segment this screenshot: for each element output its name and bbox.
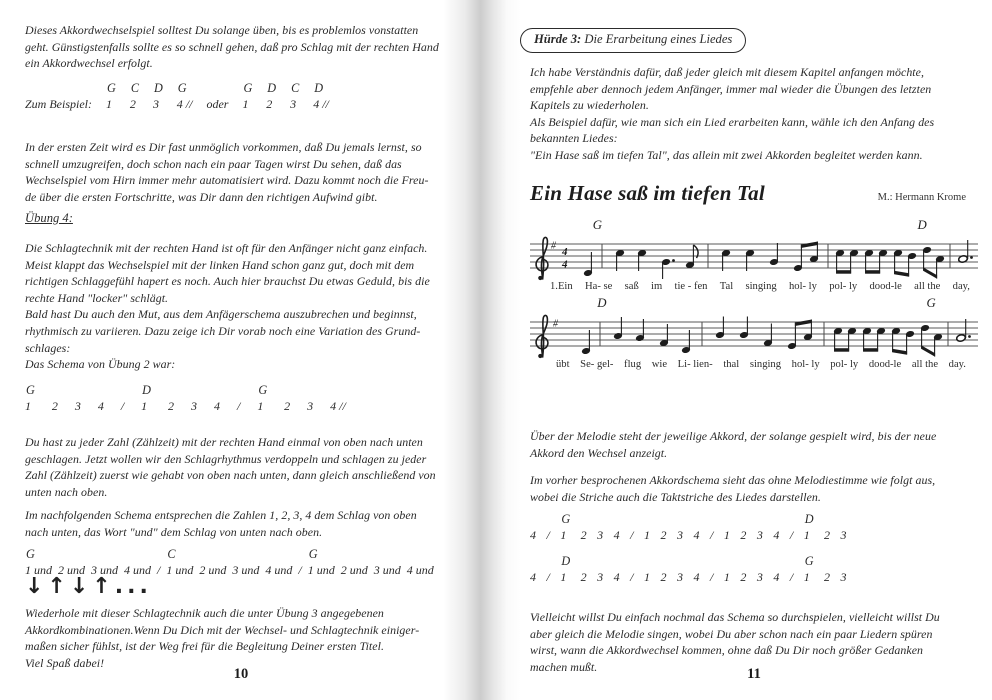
- schema-count: 1: [723, 528, 730, 542]
- schema-beat: [237, 382, 240, 414]
- schema-beat: [614, 553, 620, 585]
- schema-beat: [106, 80, 116, 112]
- schema-beat: [121, 382, 124, 414]
- schema-count: 4: [613, 528, 620, 542]
- schema-chord: [773, 511, 774, 527]
- schema-chord: D: [804, 512, 814, 526]
- lyric-syllable: thal: [723, 359, 740, 370]
- schema-chord: [740, 553, 741, 569]
- paragraph-nachfolgendes-schema: Im nachfolgenden Schema entsprechen die Zahlen 1, 2, 3, 4 dem Schlag von oben nach unten, das Wort "und" dem Schlag von unten nach oben.: [25, 508, 417, 539]
- schema-beat: [153, 80, 163, 112]
- lyric-syllable: Se- gel-: [580, 359, 614, 370]
- schema-chord: [841, 511, 842, 527]
- schema-count: 1: [25, 399, 31, 413]
- schema-chord: C: [291, 81, 300, 95]
- schema-beat: [560, 511, 570, 543]
- schema-chord: [614, 511, 615, 527]
- schema-count: /: [710, 570, 714, 584]
- schema-beat: [581, 553, 587, 585]
- paragraph-schema-uebung2-label: Das Schema von Übung 2 war:: [25, 357, 176, 371]
- schema-count: 1: [560, 570, 567, 584]
- schema-uebung2: [25, 382, 346, 414]
- schema-count: 1: [242, 97, 249, 111]
- schema-beat: [804, 511, 814, 543]
- schema-count: 2: [266, 97, 273, 111]
- schema-count: 3: [152, 97, 159, 111]
- page-right: [530, 0, 978, 700]
- schema-count: oder: [206, 97, 229, 111]
- schema-beat: [52, 382, 58, 414]
- schema-chord: [581, 511, 582, 527]
- schema-chord: [630, 511, 631, 527]
- schema-count: 2: [580, 570, 587, 584]
- lyric-syllable: pol- ly: [829, 281, 858, 292]
- schema-count: 1: [644, 570, 650, 584]
- schema-beat: [773, 511, 779, 543]
- schema-count: 4: [613, 570, 620, 584]
- schema-beat: [298, 546, 301, 578]
- schema-count: 4 und: [124, 563, 151, 577]
- schema-count: 4: [530, 570, 536, 584]
- lyric-syllable: all the: [911, 359, 939, 370]
- schema-chord: [790, 511, 791, 527]
- schema-beat: [307, 382, 313, 414]
- schema-count: 3 und: [232, 563, 260, 577]
- schema-chord: G: [561, 512, 571, 526]
- schema-beat: [242, 80, 252, 112]
- schema-count: /: [298, 563, 302, 577]
- schema-chord: C: [167, 547, 176, 561]
- chord-G: G: [592, 218, 602, 232]
- schema-count: 2: [740, 528, 747, 542]
- schema-count: 3 und: [373, 563, 401, 577]
- schema-count: 4: [773, 528, 780, 542]
- page-left: [25, 0, 457, 700]
- schema-beat: [724, 553, 730, 585]
- schema-chord: [644, 553, 645, 569]
- schema-count: 3: [840, 528, 847, 542]
- schema-chord: [710, 511, 711, 527]
- schema-chord: [630, 553, 631, 569]
- time-signature: 4: [562, 246, 568, 258]
- schema-count: /: [789, 570, 794, 584]
- schema-beat: [757, 511, 763, 543]
- lyrics-line-2: [556, 359, 966, 370]
- schema-chord: [724, 553, 725, 569]
- schema-count: 3: [74, 399, 81, 413]
- schema-beat: [214, 382, 220, 414]
- song-schema-line-1: [530, 511, 847, 543]
- schema-count: /: [789, 528, 794, 542]
- huerde-3-title: Die Erarbeitung eines Liedes: [581, 32, 733, 46]
- schema-chord: G: [177, 81, 187, 95]
- schema-beat: [597, 511, 603, 543]
- schema-chord: [298, 546, 299, 562]
- lyric-syllable: dood-le: [868, 359, 902, 370]
- lyric-syllable: Ha- se: [584, 281, 613, 292]
- schema-count: /: [236, 399, 241, 413]
- schema-count: 4 //: [313, 97, 329, 111]
- schema-chord: C: [130, 81, 139, 95]
- lyric-syllable: saß: [624, 281, 639, 292]
- schema-count: 4 //: [176, 97, 193, 111]
- chord-G: G: [926, 296, 936, 310]
- schema-beat: [710, 511, 713, 543]
- schema-count: 2 und: [58, 563, 85, 577]
- schema-count: /: [630, 528, 634, 542]
- schema-beat: [841, 553, 847, 585]
- schema-beat: [773, 553, 779, 585]
- schema-chord: G: [308, 547, 318, 561]
- lyric-syllable: flug: [624, 359, 642, 370]
- schema-chord: [724, 511, 725, 527]
- schema-beat: [257, 382, 267, 414]
- schema-count: /: [710, 528, 714, 542]
- schema-count: 2: [740, 570, 747, 584]
- schema-chord: [307, 382, 308, 398]
- schema-chord: [157, 546, 158, 562]
- schema-chord: [530, 511, 531, 527]
- schema-chord: D: [142, 383, 151, 397]
- schema-beat: [560, 553, 570, 585]
- schema-chord: [214, 382, 215, 398]
- schema-count: 1: [803, 528, 810, 542]
- lyric-syllable: übt: [556, 359, 570, 370]
- schema-chord: [341, 546, 342, 562]
- chord-D: D: [917, 218, 927, 232]
- song-schema-line-2: [530, 553, 847, 585]
- schema-beat: [98, 382, 104, 414]
- paragraph-first-time: In der ersten Zeit wird es Dir fast unmöglich vorkommen, daß Du jemals lernst, so schnell umzugreifen, doch schon nach ein paar Tagen wirst Du sehen, daß das Wechselspiel vom Hirn immer mehr automatisiert wird. Dazu kommt noch die Freu- de über die ersten Fortschritte, was Dir dann den richtigen Aufwind gibt.: [25, 140, 429, 204]
- schema-beat: [694, 511, 700, 543]
- schema-chord: [374, 546, 375, 562]
- schema-chord: [199, 546, 200, 562]
- schema-count: 4: [773, 570, 780, 584]
- schema-beat: [407, 546, 434, 578]
- schema-beat: [677, 553, 683, 585]
- schema-beat: [199, 546, 226, 578]
- schema-beat: [644, 511, 650, 543]
- schema-beat: [25, 80, 92, 112]
- stroke-direction-arrows: ↓↑↓↑...: [25, 574, 152, 599]
- schema-beat: [313, 80, 329, 112]
- paragraph-ueber-melodie: Über der Melodie steht der jeweilige Akkord, der solange gespielt wird, bis der neue Akkord den Wechsel anzeigt.: [530, 429, 937, 460]
- schema-beat: [790, 553, 793, 585]
- schema-count: 2: [284, 399, 291, 413]
- schema-chord: [98, 382, 99, 398]
- schema-chord: [547, 511, 548, 527]
- schema-chord: [547, 553, 548, 569]
- schema-beat: [157, 546, 160, 578]
- schema-chord: G: [258, 383, 268, 397]
- svg-text:4: 4: [562, 258, 568, 271]
- schema-count: 1: [257, 399, 264, 413]
- schema-count: /: [546, 570, 550, 584]
- schema-beat: [25, 382, 35, 414]
- schema-count: /: [630, 570, 634, 584]
- schema-count: Zum Beispiel:: [25, 97, 92, 111]
- schema-count: 4: [693, 570, 700, 584]
- schema-chord: [841, 553, 842, 569]
- schema-beat: [644, 553, 650, 585]
- schema-chord: D: [561, 554, 571, 568]
- schema-beat: [597, 553, 603, 585]
- paragraph-practice-intro: Dieses Akkordwechselspiel solltest Du solange üben, bis es problemlos vonstatten geht. Günstigstenfalls sollte es so schnell gehen, daß pro Schlag mit der rechten Hand ein Akkordwechsel erfolgt.: [25, 23, 439, 71]
- schema-beat: [677, 511, 683, 543]
- schema-count: 3 und: [91, 563, 118, 577]
- schema-chord: [284, 382, 285, 398]
- schema-beat: [824, 511, 830, 543]
- schema-chord: G: [26, 547, 35, 561]
- schema-count: 1: [644, 528, 650, 542]
- schema-beat: [661, 511, 667, 543]
- schema-chord: [206, 80, 207, 96]
- key-signature-sharp: #: [551, 240, 556, 252]
- lyric-syllable: 1.Ein: [550, 281, 573, 292]
- schema-chord: [191, 382, 192, 398]
- lyric-syllable: day.: [948, 359, 966, 370]
- schema-count: 4 //: [330, 399, 346, 413]
- schema-beat: [266, 80, 276, 112]
- schema-count: 1: [803, 570, 810, 584]
- schema-chord: G: [804, 554, 814, 568]
- schema-count: 1: [723, 570, 730, 584]
- schema-beat: [804, 553, 814, 585]
- schema-count: /: [120, 399, 125, 413]
- lyric-syllable: dood-le: [869, 281, 902, 292]
- schema-beat: [824, 553, 830, 585]
- schema-count: 1 und: [307, 563, 335, 577]
- schema-beat: [284, 382, 290, 414]
- song-title: Ein Hase saß im tiefen Tal: [530, 181, 765, 205]
- schema-count: 3: [290, 97, 297, 111]
- schema-chord: [614, 553, 615, 569]
- schema-count: 3: [840, 570, 847, 584]
- schema-chord: [644, 511, 645, 527]
- schema-beat: [330, 382, 346, 414]
- schema-chord: [740, 511, 741, 527]
- schema-beat: [374, 546, 401, 578]
- schema-count: 3: [756, 528, 763, 542]
- schema-count: 1: [560, 528, 567, 542]
- schema-beat: [841, 511, 847, 543]
- schema-chord: [757, 511, 758, 527]
- song-header: [530, 181, 978, 206]
- lyric-syllable: Tal: [719, 281, 734, 292]
- schema-chord: [661, 511, 662, 527]
- schema-count: 2: [129, 97, 136, 111]
- schema-chord: [661, 553, 662, 569]
- schema-count: 3: [307, 399, 314, 413]
- schema-chord: [237, 382, 238, 398]
- notes: [583, 240, 973, 279]
- schema-beat: [630, 553, 633, 585]
- schema-count: 1 und: [25, 563, 52, 577]
- schema-chord: G: [107, 81, 116, 95]
- schema-chord: [407, 546, 408, 562]
- schema-chord: D: [314, 81, 324, 95]
- schema-chord: [790, 553, 791, 569]
- schema-count: 1 und: [166, 563, 194, 577]
- schema-chord: [25, 80, 26, 96]
- schema-chord: [677, 511, 678, 527]
- schema-chord: [597, 511, 598, 527]
- schema-beat: [232, 546, 259, 578]
- schema-beat: [614, 511, 620, 543]
- schema-beat: [530, 553, 536, 585]
- staff-notation-line-2: [530, 312, 978, 364]
- schema-beat: [790, 511, 793, 543]
- schema-beat: [757, 553, 763, 585]
- schema-beat: [166, 546, 193, 578]
- schema-count: /: [546, 528, 550, 542]
- schema-chord: [530, 553, 531, 569]
- schema-chord: [121, 382, 122, 398]
- schema-chord: [232, 546, 233, 562]
- schema-chord: [168, 382, 169, 398]
- schema-beat: [740, 511, 746, 543]
- schema-count: 2: [824, 570, 830, 584]
- huerde-3-box: [520, 28, 746, 53]
- music-stave-2: [530, 296, 978, 392]
- paragraph-schlagtechnik: Die Schlagtechnik mit der rechten Hand ist oft für den Anfänger nicht ganz einfach. Meist klappt das Wechselspiel mit der linken Hand schon ganz gut, doch mit dem richtigen Schlaggefühl hapert es noch. Auch hier brauchst Du etwas Geduld, bis die rechte Hand "locker" schlägt. Bald hast Du auch den Mut, aus dem Anfägerschema auszubrechen und beginnst, rhythmisch zu variieren. Dazu zeige ich Dir vorab noch eine Variation des Grund- schlages:: [25, 241, 430, 355]
- schema-beat: [191, 382, 197, 414]
- schema-beat: [130, 80, 139, 112]
- lyric-syllable: singing: [749, 359, 782, 370]
- lyric-syllable: hol- ly: [788, 281, 817, 292]
- lyrics-line-1: [550, 281, 970, 292]
- lyric-syllable: hol- ly: [791, 359, 820, 370]
- schema-count: 2: [660, 528, 667, 542]
- chord-D: D: [597, 296, 607, 310]
- huerde-3-label: Hürde 3:: [534, 32, 582, 46]
- schema-chord: [581, 553, 582, 569]
- notes: [581, 317, 971, 357]
- schema-beat: [547, 553, 550, 585]
- schema-beat: [168, 382, 174, 414]
- composer-credit: M.: Hermann Krome: [877, 192, 966, 203]
- schema-count: 3: [677, 528, 683, 542]
- schema-chord: G: [243, 81, 253, 95]
- lyric-syllable: all the: [914, 281, 941, 292]
- schema-chord: [694, 511, 695, 527]
- page-number-left: 10: [233, 666, 249, 682]
- schema-count: 2: [580, 528, 587, 542]
- page-number-right: 11: [747, 666, 761, 682]
- schema-chord: [824, 511, 825, 527]
- schema-count: 2: [824, 528, 830, 542]
- staff-notation-line-1: [530, 234, 978, 286]
- schema-beat: [206, 80, 228, 112]
- chord-example-schema: [25, 80, 329, 112]
- lyric-syllable: wie: [651, 359, 668, 370]
- schema-count: 2 und: [199, 563, 227, 577]
- schema-chord: [52, 382, 53, 398]
- lyric-syllable: singing: [745, 281, 777, 292]
- schema-count: 3: [677, 570, 683, 584]
- paragraph-akkordschema: Im vorher besprochenen Akkordschema sieht das ohne Melodiestimme wie folgt aus, wobei die Striche auch die Taktstriche des Liedes darstellen.: [530, 473, 936, 504]
- schema-beat: [265, 546, 292, 578]
- schema-beat: [710, 553, 713, 585]
- schema-chord: [265, 546, 266, 562]
- schema-beat: [75, 382, 81, 414]
- lyric-syllable: day,: [952, 281, 970, 292]
- schema-chord: [124, 546, 125, 562]
- schema-chord: [824, 553, 825, 569]
- lyric-syllable: pol- ly: [830, 359, 859, 370]
- schema-chord: D: [267, 81, 277, 95]
- schema-beat: [581, 511, 587, 543]
- schema-beat: [177, 80, 193, 112]
- schema-count: 3: [597, 528, 604, 542]
- schema-beat: [308, 546, 335, 578]
- schema-beat: [661, 553, 667, 585]
- schema-beat: [290, 80, 299, 112]
- schema-chord: [597, 553, 598, 569]
- schema-count: /: [157, 563, 161, 577]
- schema-count: 4: [213, 399, 220, 413]
- schema-chord: [677, 553, 678, 569]
- schema-chord: D: [153, 81, 163, 95]
- schema-count: 1: [106, 97, 112, 111]
- schema-beat: [547, 511, 550, 543]
- schema-beat: [341, 546, 368, 578]
- schema-count: 3: [597, 570, 604, 584]
- schema-count: 2: [167, 399, 174, 413]
- paragraph-wiederhole: Wiederhole mit dieser Schlagtechnik auch die unter Übung 3 angegebenen Akkordkombinationen.Wenn Du Dich mit der Wechsel- und Schlagtechnik einiger- maßen sicher fühlst, ist der Weg frei für die Begleitung Deiner ersten Titel. Viel Spaß dabei!: [25, 606, 420, 670]
- schema-count: 2: [660, 570, 667, 584]
- schema-count: 1: [141, 399, 148, 413]
- paragraph-zaehlzeit: Du hast zu jeder Zahl (Zählzeit) mit der rechten Hand einmal von oben nach unten geschlagen. Jetzt wollen wir den Schlagrhythmus verdoppeln und schlagen zu jeder Zahl (Zählzeit) zuerst wie gehabt von oben nach unten, dann gleich anschließend von unten nach oben.: [25, 435, 436, 499]
- paragraph-verstaendnis: Ich habe Verständnis dafür, daß jeder gleich mit diesem Kapitel anfangen möchte, empfehle aber dennoch jedem Anfänger, immer mal wieder die Übungen des letzten Kapitels zu wiederholen. Als Beispiel dafür, wie man sich ein Lied erarbeiten kann, wähle ich den Anfang des bekannten Liedes: "Ein Hase saß im tiefen Tal", das allein mit zwei Akkorden begleitet werden kann.: [530, 65, 935, 162]
- paragraph-vielleicht: Vielleicht willst Du einfach nochmal das Schema so durchspielen, vielleicht willst Du aber gleich die Melodie singen, wobei Du aber schon nach ein paar Liedern spüren wirst, wann die Akkordwechsel kommen, ohne daß Du Dir noch größer Gedanken machen mußt.: [530, 610, 940, 674]
- schema-count: 4: [530, 528, 536, 542]
- schema-chord: G: [26, 383, 35, 397]
- schema-count: 4 und: [265, 563, 293, 577]
- schema-chord: [710, 553, 711, 569]
- schema-beat: [141, 382, 151, 414]
- schema-count: 4: [693, 528, 700, 542]
- schema-count: 2 und: [340, 563, 368, 577]
- schema-chord: [694, 553, 695, 569]
- schema-count: 4 und: [406, 563, 434, 577]
- schema-chord: [757, 553, 758, 569]
- lyric-syllable: im: [651, 281, 663, 292]
- schema-beat: [740, 553, 746, 585]
- schema-beat: [724, 511, 730, 543]
- lyric-syllable: Li- lien-: [677, 359, 713, 370]
- schema-count: 3: [756, 570, 763, 584]
- schema-beat: [694, 553, 700, 585]
- schema-chord: [91, 546, 92, 562]
- schema-chord: [58, 546, 59, 562]
- schema-count: 2: [51, 399, 58, 413]
- schema-beat: [630, 511, 633, 543]
- heading-uebung-4: Übung 4:: [25, 211, 73, 225]
- schema-chord: [773, 553, 774, 569]
- key-signature-sharp: #: [553, 318, 558, 330]
- lyric-syllable: tie - fen: [674, 281, 708, 292]
- schema-chord: [330, 382, 331, 398]
- schema-count: 4: [97, 399, 104, 413]
- schema-chord: [75, 382, 76, 398]
- schema-beat: [530, 511, 536, 543]
- schema-count: 3: [190, 399, 197, 413]
